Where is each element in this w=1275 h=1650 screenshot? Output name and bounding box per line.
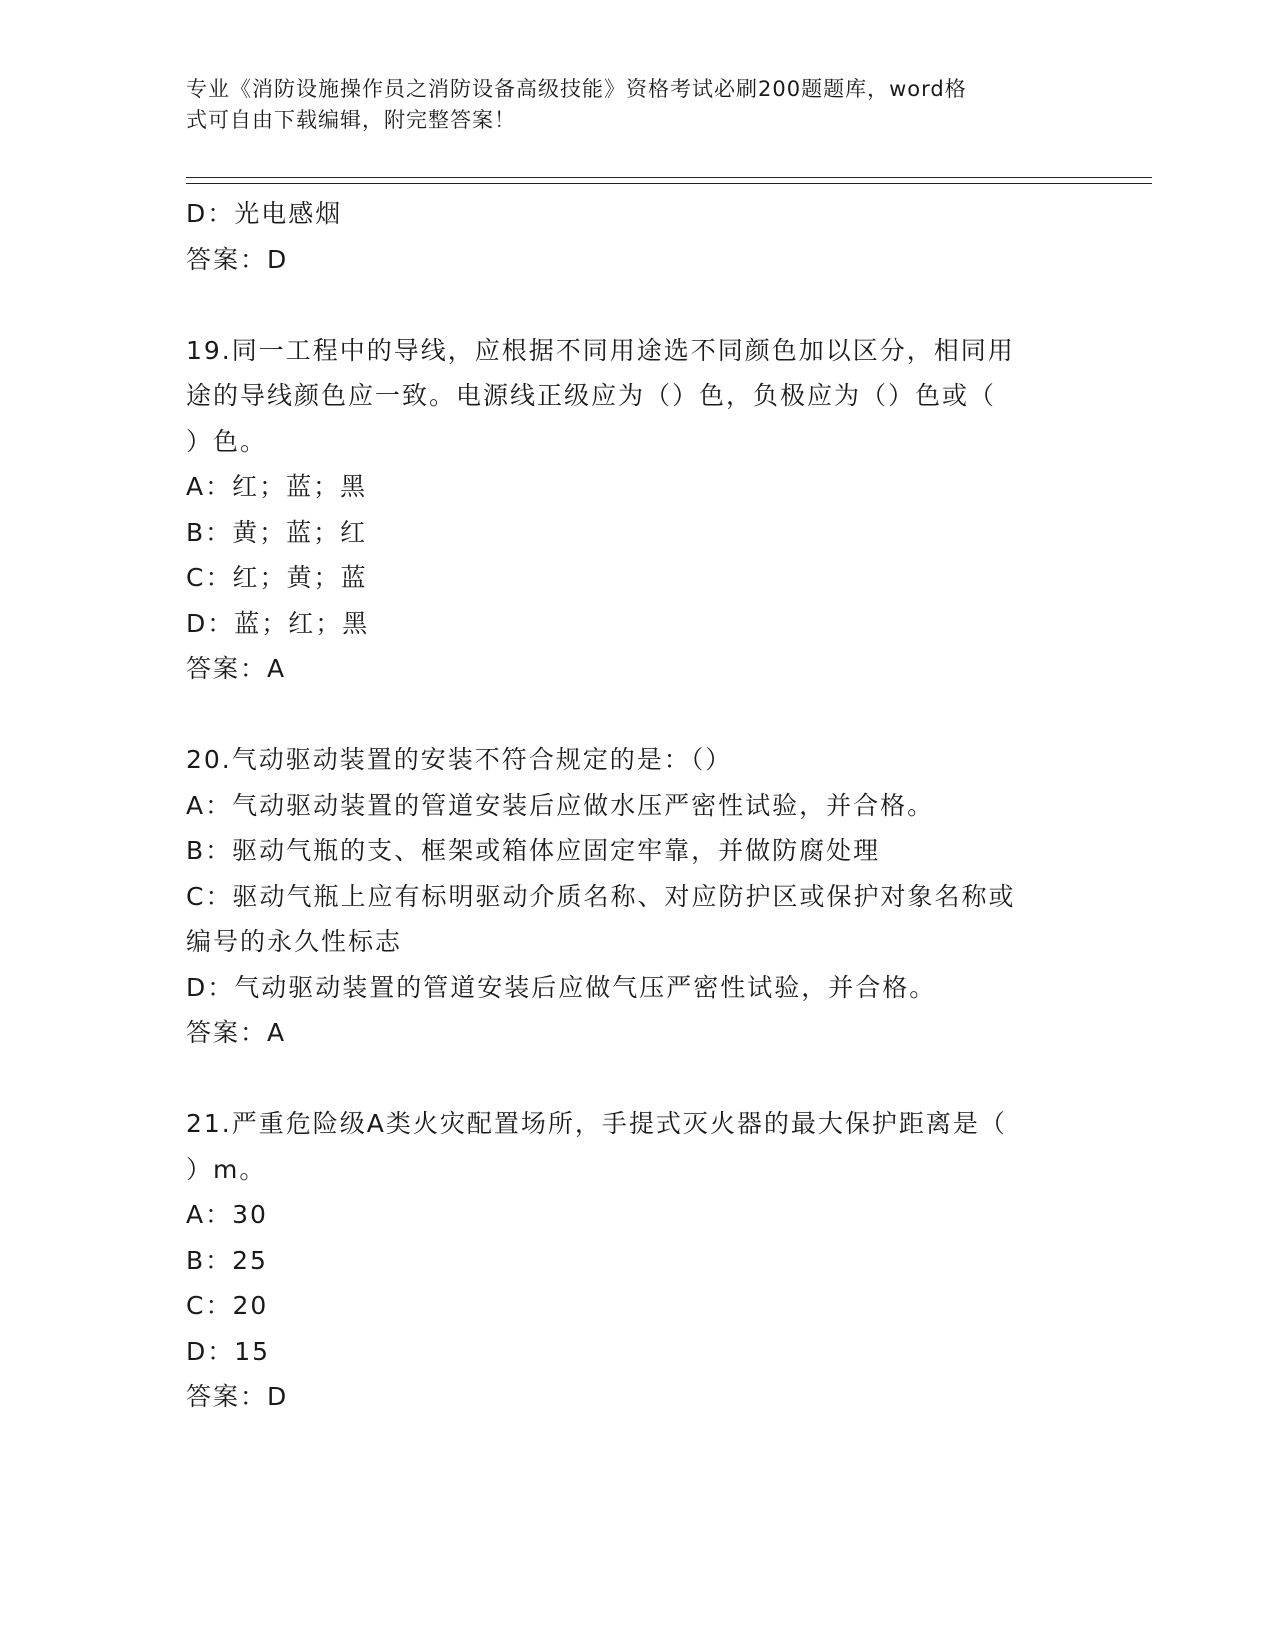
question-text: 19.同一工程中的导线，应根据不同用途选不同颜色加以区分，相同用 [186,335,1015,365]
option-c: C：驱动气瓶上应有标明驱动介质名称、对应防护区或保护对象名称或 [186,881,1016,911]
answer: 答案：D [186,244,289,274]
option-b: B：黄；蓝；红 [186,517,368,547]
option-d: D：光电感烟 [186,199,343,228]
question-18-tail [186,191,1086,282]
option-c: C：20 [186,1291,269,1320]
question-text: ）m。 [186,1154,267,1184]
option-c-continued: 编号的永久性标志 [186,927,403,956]
option-a: A：30 [186,1200,268,1229]
option-d: D：15 [186,1336,271,1366]
option-a: A：气动驱动装置的管道安装后应做水压严密性试验，并合格。 [186,790,935,820]
question-text: 21.严重危险级A类火灾配置场所，手提式灭火器的最大保护距离是（ [186,1109,1007,1138]
spacer [186,282,1086,328]
answer: 答案：A [186,1018,287,1047]
question-20 [186,737,1086,1056]
header-line-2: 式可自由下载编辑，附完整答案！ [186,108,516,132]
answer: 答案：A [186,654,287,683]
page-header [186,74,1066,136]
header-divider-bottom [186,183,1152,184]
question-21 [186,1101,1086,1420]
option-a: A：红；蓝；黑 [186,472,368,501]
option-c: C：红；黄；蓝 [186,563,368,592]
spacer [186,692,1086,738]
option-d: D：蓝；红；黑 [186,608,370,638]
question-text: 途的导线颜色应一致。电源线正级应为（）色，负极应为（）色或（ [186,381,997,410]
question-19 [186,328,1086,692]
answer: 答案：D [186,1382,289,1411]
question-list [186,191,1086,1420]
question-text: 20.气动驱动装置的安装不符合规定的是：（） [186,745,733,774]
option-b: B：驱动气瓶的支、框架或箱体应固定牢靠，并做防腐处理 [186,836,881,865]
header-line-1: 专业《消防设施操作员之消防设备高级技能》资格考试必刷200题题库，word格 [186,77,967,101]
option-b: B：25 [186,1245,268,1275]
question-text: ）色。 [186,426,268,456]
spacer [186,1056,1086,1102]
option-d: D：气动驱动装置的管道安装后应做气压严密性试验，并合格。 [186,972,937,1002]
header-divider-top [186,177,1152,178]
